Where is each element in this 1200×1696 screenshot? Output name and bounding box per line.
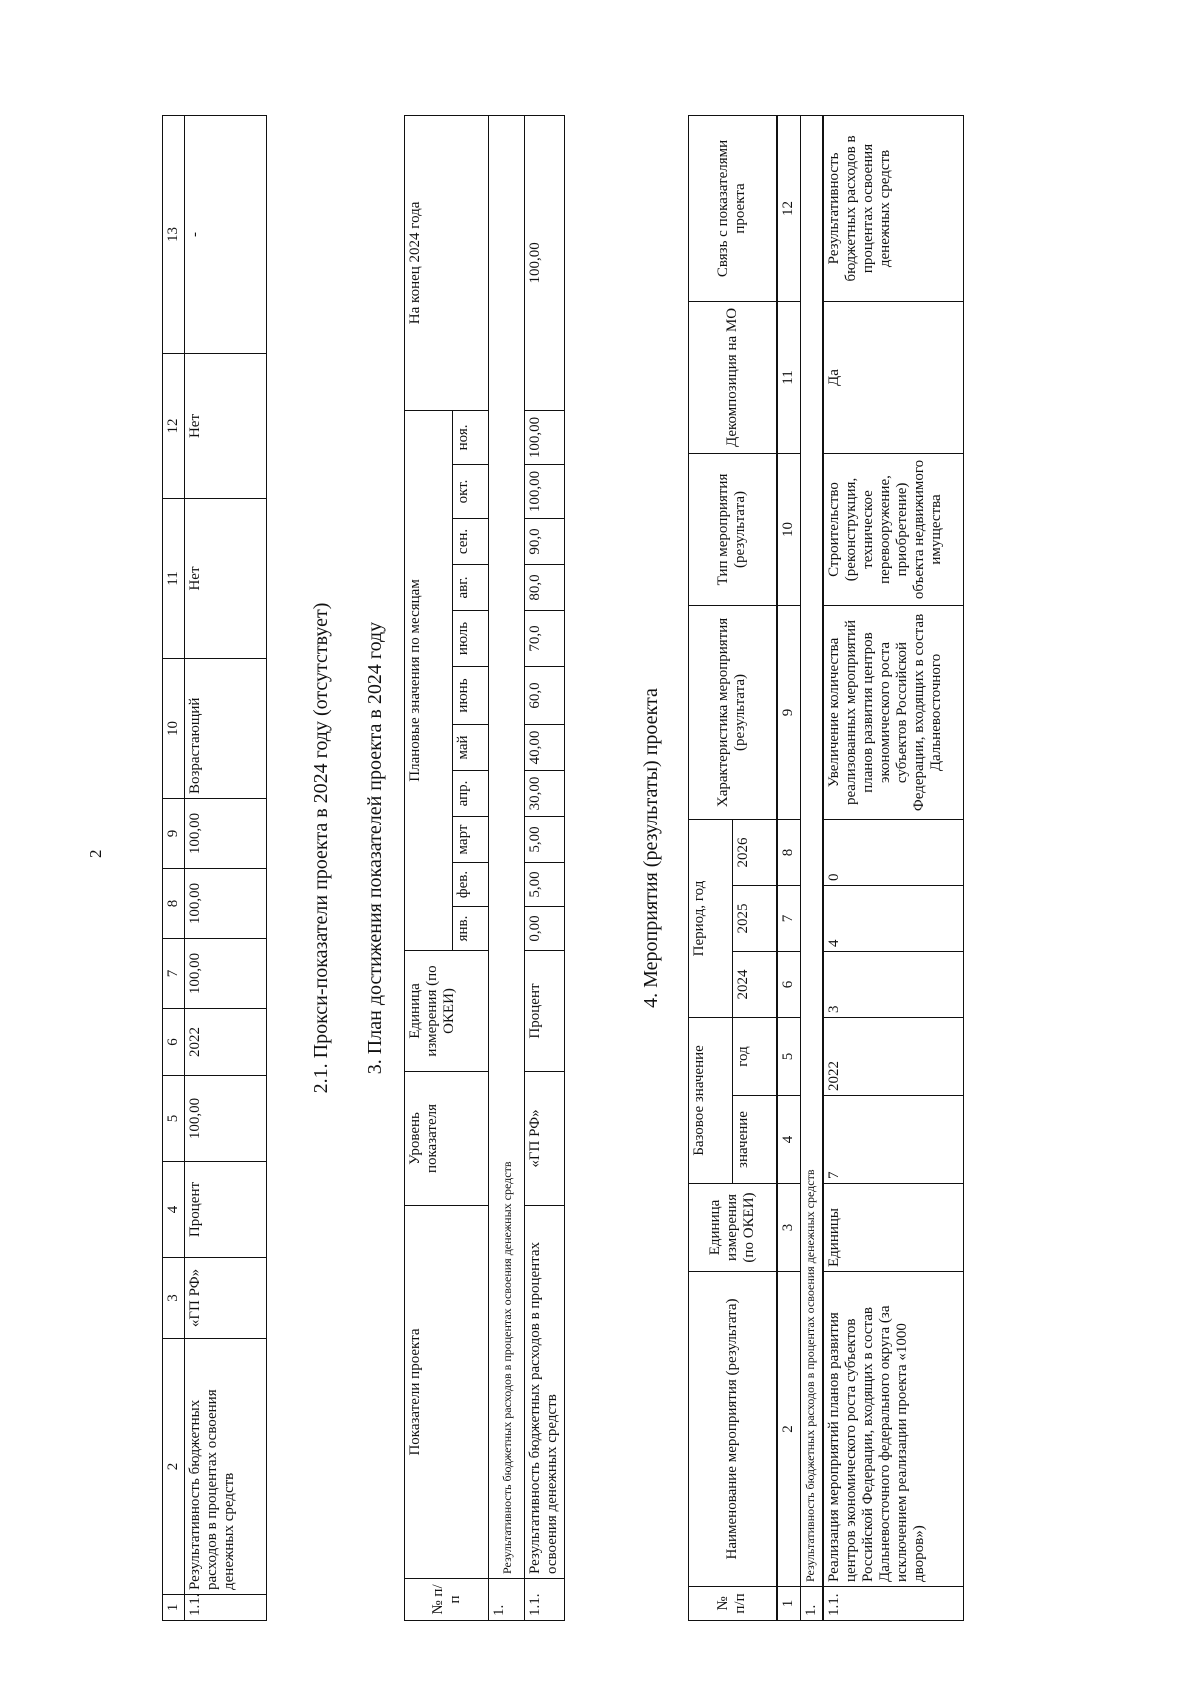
month-aug: авг.: [453, 565, 489, 611]
value-sep: 90,0: [525, 519, 565, 565]
col-num-6: 6: [777, 951, 801, 1017]
col-num-12: 12: [777, 115, 801, 301]
row-name: Реализация мероприятий планов развития центров экономического роста субъектов Российской Федерации, входящих в состав Дальневосточного федерального округа (за исключением реализации проекта «1000 дворов»): [823, 1272, 963, 1587]
section-4-title: 4. Мероприятия (результаты) проекта: [640, 688, 662, 1008]
month-oct: окт.: [453, 465, 489, 519]
header-link: Связь с показателями проекта: [689, 115, 777, 301]
month-jul: июль: [453, 611, 489, 667]
row-base-year: 2022: [823, 1017, 963, 1095]
month-mar: март: [453, 817, 489, 863]
value-nov: 100,00: [525, 410, 565, 464]
month-apr: апр.: [453, 771, 489, 817]
col-num-8: 8: [777, 819, 801, 885]
section-3-title: 3. План достижения показателей проекта в 2024 году: [364, 621, 386, 1075]
cell-num: 1.1.: [185, 1595, 267, 1621]
row-num: 1.1.: [525, 1579, 565, 1621]
value-mar: 5,00: [525, 817, 565, 863]
row-level: «ГП РФ»: [525, 1072, 565, 1206]
col-num-1: 1: [163, 1595, 185, 1621]
value-jan: 0,00: [525, 907, 565, 951]
header-end-of-year: На конец 2024 года: [405, 115, 489, 410]
group-title: Результативность бюджетных расходов в процентах освоения денежных средств: [489, 115, 525, 1578]
row-num: 1.1.: [823, 1587, 963, 1621]
row-2026: 0: [823, 819, 963, 885]
header-level: Уровень показателя: [405, 1072, 489, 1206]
col-num-3: 3: [777, 1184, 801, 1272]
table-row: [823, 115, 963, 1620]
plan-table: [404, 115, 565, 1621]
cell-base-value: 100,00: [185, 1076, 267, 1162]
row-type: Строительство (реконструкция, техническое перевооружение, приобретение) объекта недвижимого имущества: [823, 453, 963, 605]
group-row: [489, 115, 525, 1620]
row-name: Результативность бюджетных расходов в процентах освоения денежных средств: [525, 1206, 565, 1579]
cell-trend: Возрастающий: [185, 659, 267, 799]
col-num-10: 10: [163, 659, 185, 799]
header-unit: Единица измерения (по ОКЕИ): [405, 951, 489, 1072]
header-decomposition: Декомпозиция на МО: [689, 301, 777, 453]
cell-val-8: 100,00: [185, 869, 267, 939]
header-row: [405, 115, 453, 1620]
row-2024: 3: [823, 951, 963, 1017]
value-aug: 80,0: [525, 565, 565, 611]
col-num-4: 4: [163, 1162, 185, 1258]
row-link: Результативность бюджетных расходов в процентах освоения денежных средств: [823, 115, 963, 301]
month-jan: янв.: [453, 907, 489, 951]
row-characteristic: Увеличение количества реализованных мероприятий планов развития центров экономического роста субъектов Российской Федерации, входящих в состав Дальневосточного: [823, 605, 963, 819]
row-base-value: 7: [823, 1096, 963, 1184]
cell-val-7: 100,00: [185, 939, 267, 1009]
value-oct: 100,00: [525, 465, 565, 519]
col-num-2: 2: [777, 1272, 801, 1587]
col-num-10: 10: [777, 453, 801, 605]
group-title: Результативность бюджетных расходов в процентах освоения денежных средств: [801, 115, 824, 1586]
col-num-5: 5: [777, 1017, 801, 1095]
header-num: № п/п: [405, 1579, 489, 1621]
header-num: № п/п: [689, 1587, 777, 1621]
value-feb: 5,00: [525, 863, 565, 907]
month-nov: ноя.: [453, 410, 489, 464]
col-num-9: 9: [777, 605, 801, 819]
col-num-6: 6: [163, 1009, 185, 1076]
cell-indicator-name: Результативность бюджетных расходов в процентах освоения денежных средств: [185, 1339, 267, 1595]
group-num: 1.: [489, 1579, 525, 1621]
col-num-7: 7: [163, 939, 185, 1009]
header-unit: Единица измерения (по ОКЕИ): [689, 1184, 777, 1272]
header-period: Период, год: [689, 819, 733, 1017]
header-base-value: значение: [733, 1096, 777, 1184]
header-base-year: год: [733, 1017, 777, 1095]
row-2025: 4: [823, 885, 963, 951]
col-num-12: 12: [163, 354, 185, 499]
column-number-row: [163, 116, 185, 1621]
header-type: Тип мероприятия (результата): [689, 453, 777, 605]
value-apr: 30,00: [525, 771, 565, 817]
col-num-2: 2: [163, 1339, 185, 1595]
col-num-4: 4: [777, 1096, 801, 1184]
month-may: май: [453, 725, 489, 771]
header-base: Базовое значение: [689, 1017, 733, 1183]
row-decomposition: Да: [823, 301, 963, 453]
group-row: [801, 115, 824, 1620]
month-sep: сен.: [453, 519, 489, 565]
header-characteristic: Характеристика мероприятия (результата): [689, 605, 777, 819]
header-planned: Плановые значения по месяцам: [405, 410, 453, 950]
col-num-3: 3: [163, 1258, 185, 1339]
header-year-2026: 2026: [733, 819, 777, 885]
table-row: [185, 116, 267, 1621]
value-jul: 70,0: [525, 611, 565, 667]
header-indicators: Показатели проекта: [405, 1206, 489, 1579]
group-num: 1.: [801, 1587, 824, 1621]
measures-table: [688, 115, 964, 1621]
col-num-11: 11: [163, 499, 185, 659]
value-may: 40,00: [525, 725, 565, 771]
col-num-13: 13: [163, 116, 185, 354]
header-row: [689, 115, 733, 1620]
row-unit: Процент: [525, 951, 565, 1072]
cell-base-year: 2022: [185, 1009, 267, 1076]
cell-col-12: Нет: [185, 354, 267, 499]
month-feb: фев.: [453, 863, 489, 907]
table-row: [525, 115, 565, 1620]
col-num-9: 9: [163, 799, 185, 869]
page-number: 2: [86, 849, 105, 858]
column-number-row: [777, 115, 801, 1620]
value-jun: 60,0: [525, 667, 565, 725]
indicators-table-continuation: [162, 115, 267, 1621]
col-num-5: 5: [163, 1076, 185, 1162]
row-unit: Единицы: [823, 1184, 963, 1272]
col-num-11: 11: [777, 301, 801, 453]
cell-col-11: Нет: [185, 499, 267, 659]
col-num-1: 1: [777, 1587, 801, 1621]
cell-unit: Процент: [185, 1162, 267, 1258]
col-num-8: 8: [163, 869, 185, 939]
cell-level: «ГП РФ»: [185, 1258, 267, 1339]
header-year-2025: 2025: [733, 885, 777, 951]
section-2-1-title: 2.1. Прокси-показатели проекта в 2024 году (отсутствует): [310, 602, 332, 1094]
value-end-of-year: 100,00: [525, 115, 565, 410]
month-jun: июнь: [453, 667, 489, 725]
col-num-7: 7: [777, 885, 801, 951]
cell-col-13: -: [185, 116, 267, 354]
header-year-2024: 2024: [733, 951, 777, 1017]
header-name: Наименование мероприятия (результата): [689, 1272, 777, 1587]
cell-val-9: 100,00: [185, 799, 267, 869]
